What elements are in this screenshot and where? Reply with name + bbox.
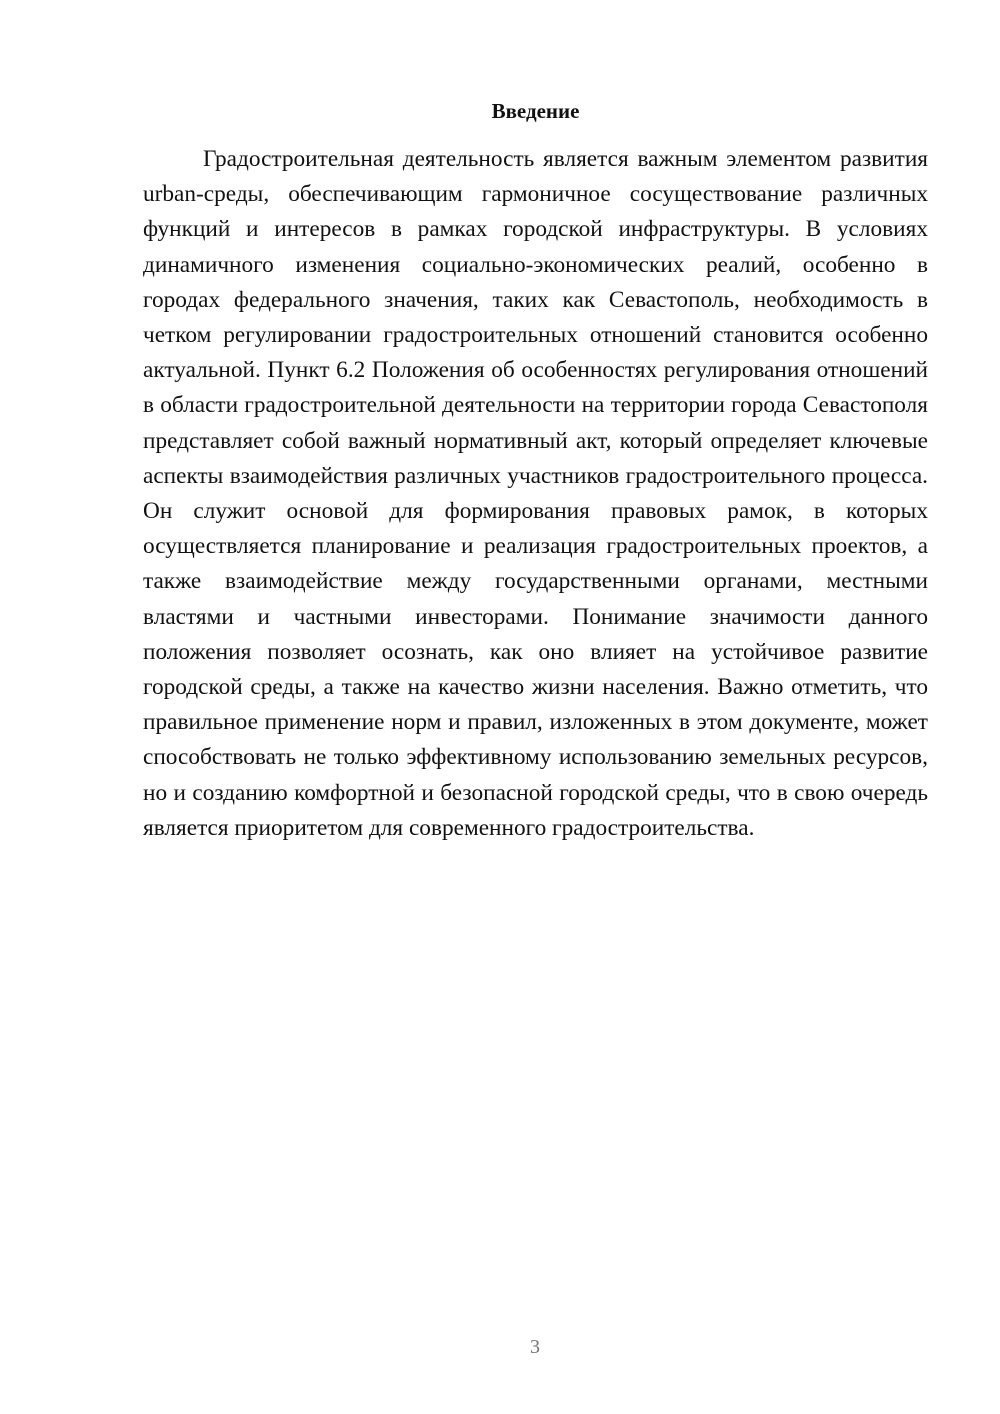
page-number: 3 [530,1336,540,1358]
section-heading: Введение [491,99,580,123]
introduction-paragraph: Градостроительная деятельность является важным элементом развития urban-среды, обеспечивающим гармоничное сосуществование различных функций и интересов в рамках городской инфраструктуры. В условиях динамичного изменения социально-экономических реалий, особенно в городах федерального значения, таких как Севастополь, необходимость в четком регулировании градостроительных отношений становится особенно актуальной. Пункт 6.2 Положения об особенностях регулирования отношений в области градостроительной деятельности на территории города Севастополя представляет собой важный нормативный акт, который определяет ключевые аспекты взаимодействия различных участников градостроительного процесса. Он служит основой для формирования правовых рамок, в которых осуществляется планирование и реализация градостроительных проектов, а также взаимодействие между государственными органами, местными властями и частными инвесторами. Понимание значимости данного положения позволяет осознать, как оно влияет на устойчивое развитие городской среды, а также на качество жизни населения. Важно отметить, что правильное применение норм и правил, изложенных в этом документе, может способствовать не только эффективному использованию земельных ресурсов, но и созданию комфортной и безопасной городской среды, что в свою очередь является приоритетом для современного градостроительства. [143,146,928,841]
